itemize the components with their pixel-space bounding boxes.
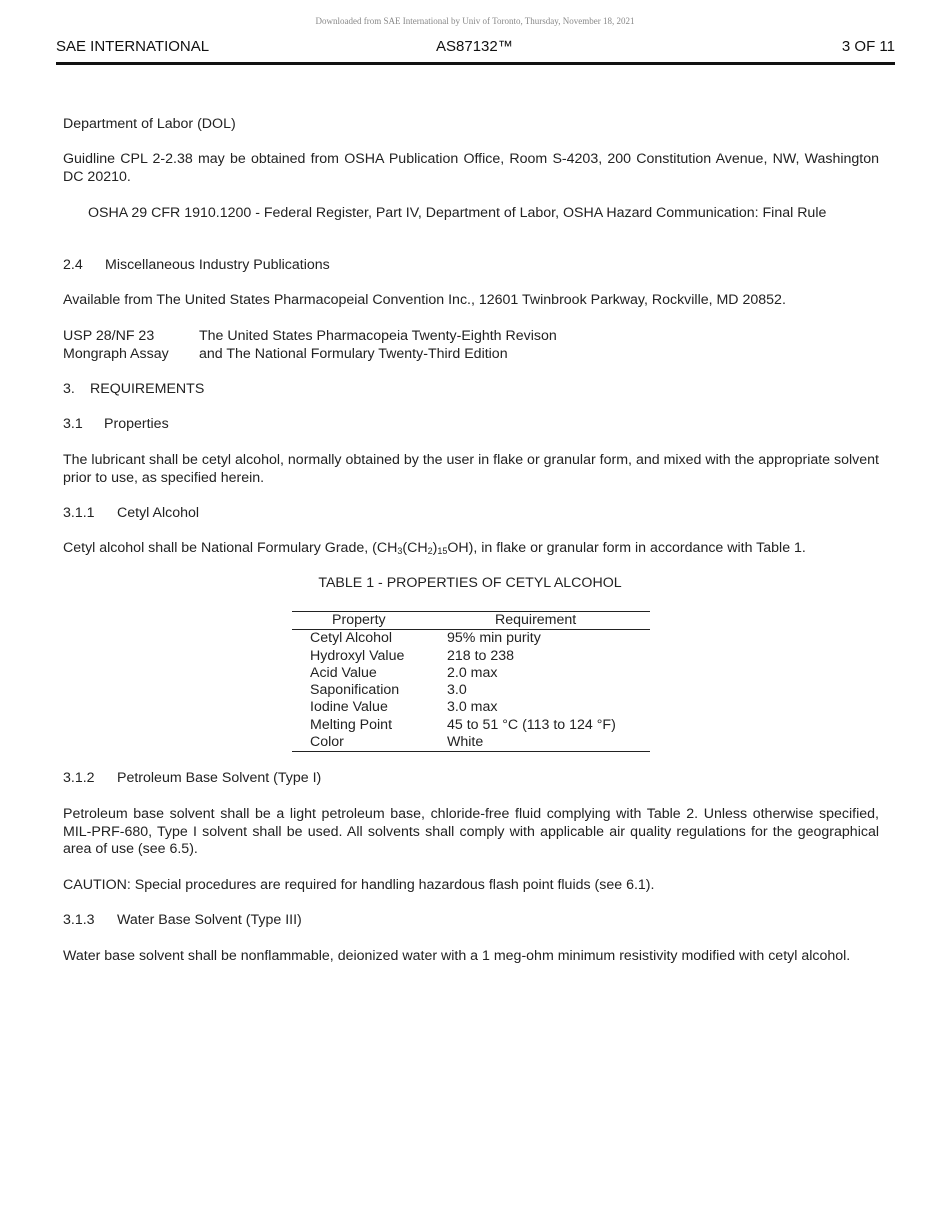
table-header-row [292,612,650,630]
page-header [56,38,895,65]
paragraph-petroleum: Petroleum base solvent shall be a light petroleum base, chloride-free fluid complying with Table 2. Unless otherwise specified, MIL-PRF-680, Type I solvent shall be used. All solvents shall comply with applicable air quality regulations for the geographical area of use (see 6.5). [63,806,879,857]
usp-row [63,328,557,346]
paragraph-osha: OSHA 29 CFR 1910.1200 - Federal Register, Part IV, Department of Labor, OSHA Hazard Communication: Final Rule [88,205,827,221]
cetyl-text-mid2: ) [432,540,438,556]
table-row [292,682,650,699]
section-title: Cetyl Alcohol [117,505,200,521]
download-notice: Downloaded from SAE International by Univ of Toronto, Thursday, November 18, 2021 [315,16,635,26]
section-heading-3-1-3 [63,912,879,930]
property-cell: Acid Value [310,664,377,681]
table-row [292,734,650,752]
section-heading-2-4 [63,257,879,275]
section-title: Miscellaneous Industry Publications [105,257,330,273]
usp-description: and The National Formulary Twenty-Third Edition [199,345,508,362]
section-heading-3-1 [63,416,879,434]
usp-code: USP 28/NF 23 [63,328,155,344]
paragraph-cetyl-grade [63,540,879,558]
section-title: Petroleum Base Solvent (Type I) [117,770,322,786]
requirement-cell: 3.0 [447,682,467,699]
section-title: Properties [104,416,169,432]
cetyl-text-post: OH), in flake or granular form in accordance with Table 1. [447,540,806,556]
property-cell: Cetyl Alcohol [310,630,393,647]
section-number: 3.1.2 [63,770,95,786]
table-caption: TABLE 1 - PROPERTIES OF CETYL ALCOHOL [318,575,622,591]
usp-reference-list [63,328,557,363]
requirement-cell: White [447,734,650,752]
subscript: 15 [437,546,448,556]
property-cell: Color [292,734,447,752]
table-row [292,648,650,665]
usp-code: Mongraph Assay [63,345,169,362]
paragraph-lubricant: The lubricant shall be cetyl alcohol, normally obtained by the user in flake or granular form, and mixed with the appropriate solvent prior to use, as specified herein. [63,452,879,486]
header-doc-number: AS87132™ [436,38,513,55]
requirement-cell: 95% min purity [447,630,541,647]
section-title: Water Base Solvent (Type III) [117,912,302,928]
header-page-number: 3 OF 11 [841,38,895,55]
paragraph-guideline: Guidline CPL 2-2.38 may be obtained from OSHA Publication Office, Room S-4203, 200 Constitution Avenue, NW, Washington DC 20210. [63,151,879,185]
paragraph-available: Available from The United States Pharmacopeial Convention Inc., 12601 Twinbrook Parkway, Rockville, MD 20852. [63,292,786,308]
paragraph-water: Water base solvent shall be nonflammable, deionized water with a 1 meg-ohm minimum resistivity modified with cetyl alcohol. [63,948,851,964]
column-header-property: Property [292,612,447,630]
table-row [292,699,650,716]
column-header-requirement: Requirement [447,612,650,630]
section-heading-3-1-1 [63,505,879,523]
paragraph-caution: CAUTION: Special procedures are required for handling hazardous flash point fluids (see 6.1). [63,877,655,893]
usp-row [63,346,557,364]
section-heading-3-1-2 [63,770,879,788]
requirement-cell: 2.0 max [447,664,498,681]
header-org: SAE INTERNATIONAL [56,38,210,55]
section-number: 2.4 [63,257,83,273]
table-row [292,630,650,648]
section-number: 3.1 [63,416,83,432]
table-row [292,665,650,682]
properties-table [292,611,650,752]
section-number: 3.1.1 [63,505,95,521]
property-cell: Saponification [310,682,400,699]
cetyl-text-pre: Cetyl alcohol shall be National Formulary Grade, (CH [63,540,398,556]
section-heading-3 [63,381,879,399]
subscript: 3 [397,546,403,556]
property-cell: Iodine Value [310,699,388,716]
requirement-cell: 3.0 max [447,699,498,716]
section-number: 3. [63,381,75,397]
requirement-cell: 45 to 51 °C (113 to 124 °F) [447,716,616,733]
cetyl-text-mid: (CH [402,540,428,556]
requirement-cell: 218 to 238 [447,647,515,664]
section-number: 3.1.3 [63,912,95,928]
subscript: 2 [427,546,433,556]
table-row [292,717,650,734]
usp-description: The United States Pharmacopeia Twenty-Eighth Revison [199,328,557,344]
paragraph-dol: Department of Labor (DOL) [63,116,236,132]
property-cell: Melting Point [310,716,393,733]
section-title: REQUIREMENTS [90,381,205,397]
property-cell: Hydroxyl Value [310,647,405,664]
